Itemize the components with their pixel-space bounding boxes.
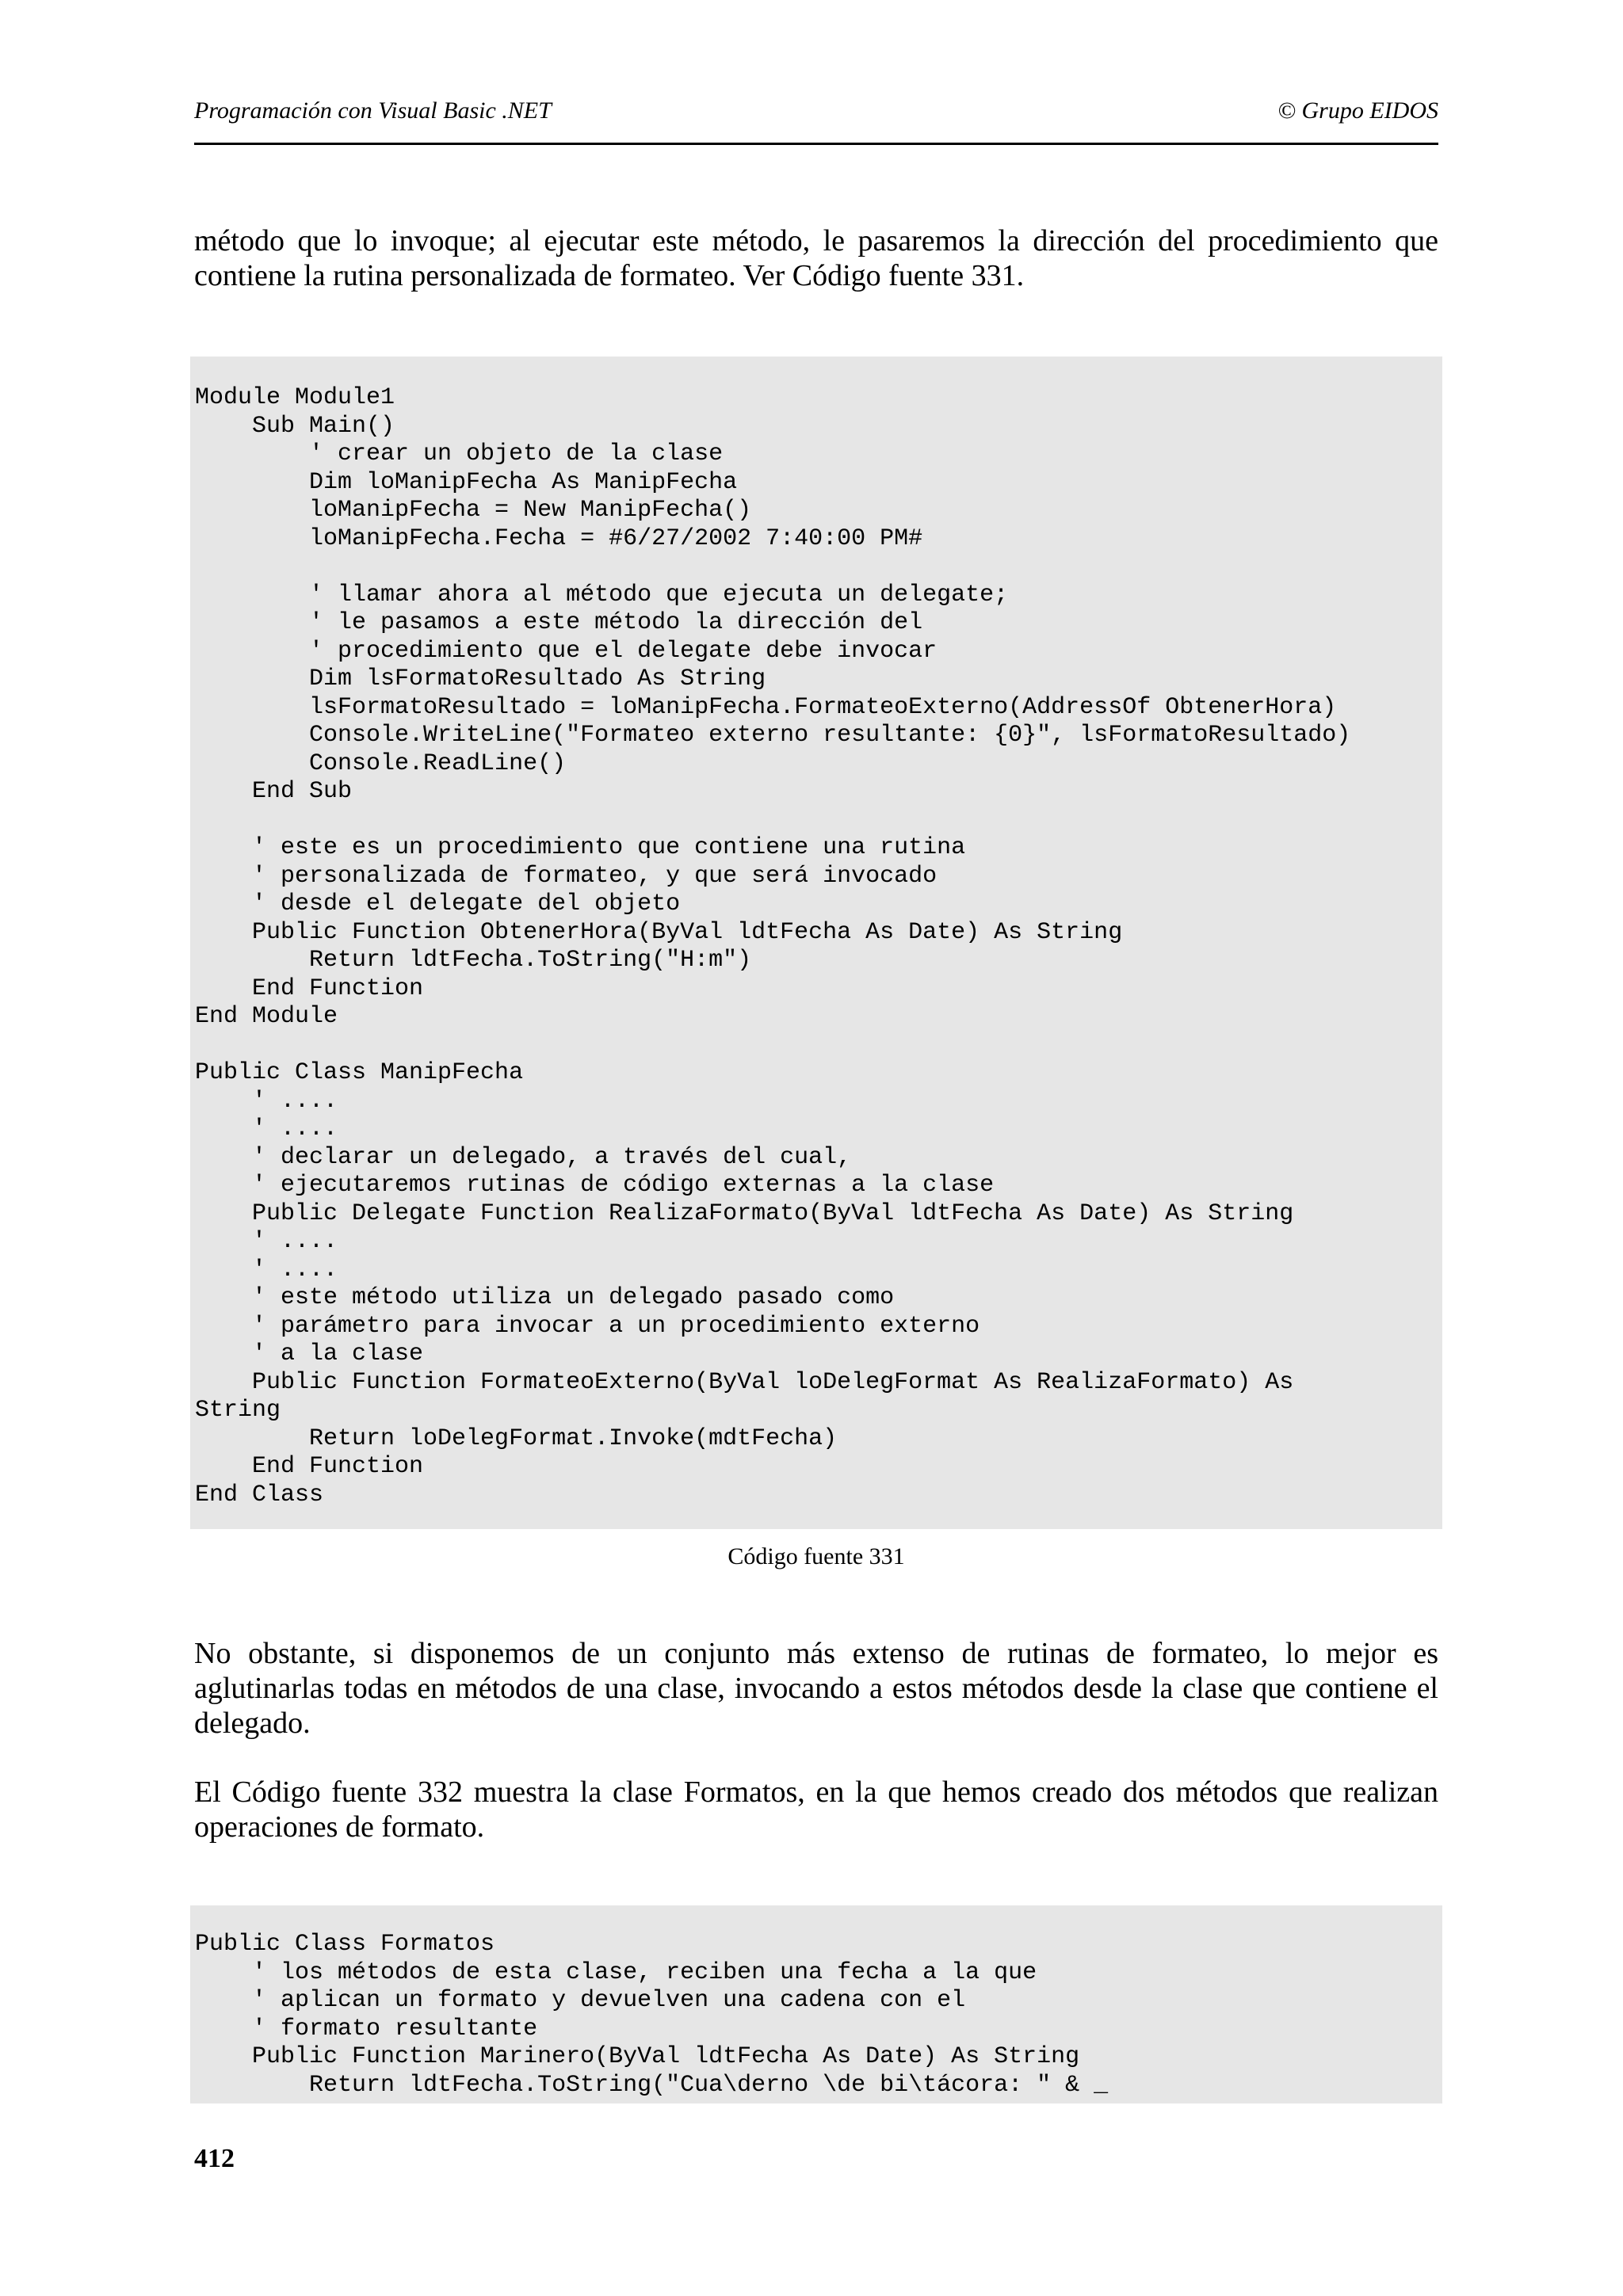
code-line: End Function (195, 974, 424, 1002)
code-line: Return ldtFecha.ToString("H:m") (195, 947, 752, 974)
code-line: Public Function FormateoExterno(ByVal loDelegFormat As RealizaFormato) As (195, 1368, 1294, 1396)
paragraph-3-text: El Código fuente 332 muestra la clase Formatos, en la que hemos creado dos métodos que realizan operaciones de formato. (194, 1775, 1438, 1844)
code-line: Public Class ManipFecha (195, 1059, 524, 1086)
page-number: 412 (194, 2144, 235, 2173)
code-line: Console.ReadLine() (195, 749, 567, 777)
code-line: Module Module1 (195, 384, 395, 411)
code-line: ' .... (195, 1228, 338, 1255)
code-listing-331-caption: Código fuente 331 (727, 1543, 905, 1569)
code-line: ' .... (195, 1116, 338, 1142)
code-line: lsFormatoResultado = loManipFecha.FormateoExterno(AddressOf ObtenerHora) (195, 693, 1337, 721)
code-line: Return loDelegFormat.Invoke(mdtFecha) (195, 1425, 838, 1452)
paragraph-2-text: No obstante, si disponemos de un conjunto más extenso de rutinas de formateo, lo mejor es aglutinarlas todas en métodos de una clase, invocando a estos métodos desde la clase que contiene el delegado. (194, 1637, 1438, 1740)
code-line: ' personalizada de formateo, y que será invocado (195, 862, 938, 890)
code-line: Public Delegate Function RealizaFormato(ByVal ldtFecha As Date) As String (195, 1199, 1294, 1227)
code-line: ' procedimiento que el delegate debe invocar (195, 637, 938, 665)
code-line: ' ejecutaremos rutinas de código externas a la clase (195, 1172, 995, 1199)
intro-paragraph-text: método que lo invoque; al ejecutar este método, le pasaremos la dirección del procedimiento que contiene la rutina personalizada de formateo. Ver Código fuente 331. (194, 224, 1438, 292)
code-line: ' los métodos de esta clase, reciben una fecha a la que (195, 1958, 1037, 1986)
code-line: ' formato resultante (195, 2015, 538, 2042)
code-line: ' .... (195, 1087, 338, 1115)
intro-paragraph (194, 223, 1438, 293)
code-line: ' declarar un delegado, a través del cual, (195, 1143, 852, 1171)
paragraph-3 (194, 1775, 1438, 1844)
code-line: Public Function Marinero(ByVal ldtFecha As Date) As String (195, 2043, 1080, 2070)
code-line: Console.WriteLine("Formateo externo resultante: {0}", lsFormatoResultado) (195, 722, 1351, 749)
code-line: ' aplican un formato y devuelven una cadena con el (195, 1987, 966, 2014)
paragraph-2 (194, 1636, 1438, 1741)
code-line: ' desde el delegate del objeto (195, 891, 681, 917)
code-line: loManipFecha = New ManipFecha() (195, 497, 752, 524)
code-line: ' crear un objeto de la clase (195, 441, 724, 467)
code-line: ' a la clase (195, 1341, 424, 1367)
code-line (195, 1032, 1442, 1060)
code-line: ' parámetro para invocar a un procedimiento externo (195, 1312, 980, 1340)
code-line: ' este método utiliza un delegado pasado como (195, 1284, 895, 1311)
code-line: ' .... (195, 1256, 338, 1283)
code-line: Public Class Formatos (195, 1931, 495, 1958)
code-line: Return ldtFecha.ToString("Cua\derno \de bi\tácora: " & _ (195, 2071, 1109, 2099)
code-line: ' este es un procedimiento que contiene una rutina (195, 834, 966, 861)
code-line (195, 553, 1442, 582)
code-line: End Module (195, 1003, 338, 1030)
code-line (195, 807, 1442, 835)
code-line: End Class (195, 1481, 324, 1508)
code-line: ' le pasamos a este método la dirección del (195, 609, 923, 636)
header-publisher: © Grupo EIDOS (1277, 97, 1438, 124)
header-book-title: Programación con Visual Basic .NET (194, 97, 552, 124)
code-line: Sub Main() (195, 412, 395, 440)
code-line: End Sub (195, 778, 353, 805)
code-line: String (195, 1397, 281, 1424)
code-line: ' llamar ahora al método que ejecuta un delegate; (195, 581, 1009, 608)
code-line: Public Function ObtenerHora(ByVal ldtFecha As Date) As String (195, 918, 1123, 946)
code-listing-332-text (195, 1931, 1442, 2100)
code-listing-332 (190, 1905, 1442, 2103)
code-line: Dim lsFormatoResultado As String (195, 666, 766, 692)
code-line: End Function (195, 1453, 424, 1480)
code-line: loManipFecha.Fecha = #6/27/2002 7:40:00 PM# (195, 524, 923, 552)
code-listing-331-text (195, 384, 1442, 1509)
page-header (194, 95, 1438, 145)
code-line: Dim loManipFecha As ManipFecha (195, 468, 738, 496)
code-listing-331 (190, 357, 1442, 1529)
